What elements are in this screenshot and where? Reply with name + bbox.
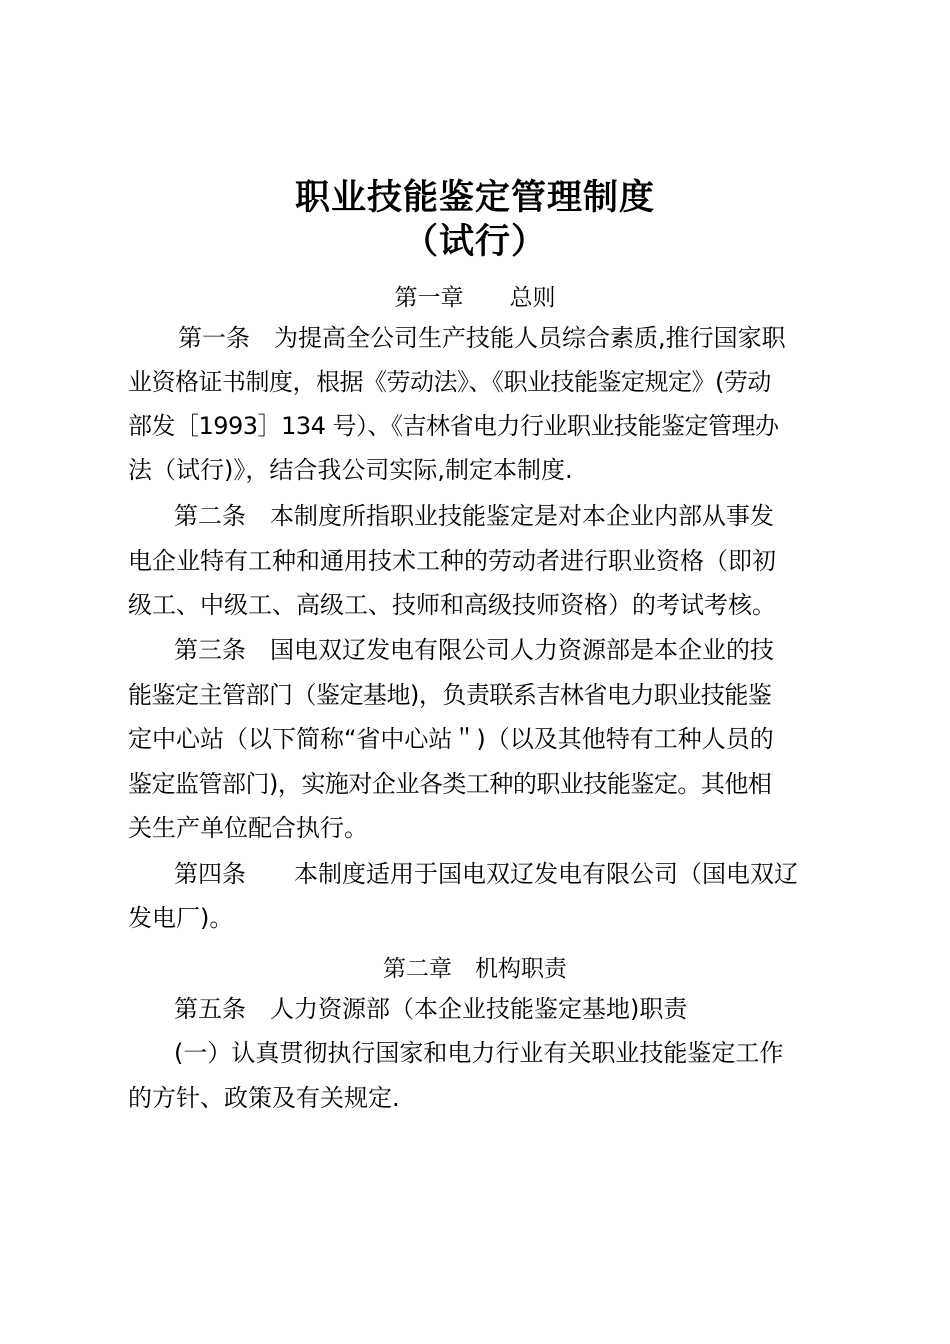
document-title: 职业技能鉴定管理制度 (294, 177, 655, 218)
article-1-line: 法（试行)》，结合我公司实际,制定本制度. (128, 456, 573, 484)
article-3-line: 能鉴定主管部门（鉴定基地)，负责联系吉林省电力职业技能鉴 (128, 681, 772, 709)
article-2-line: 级工、中级工、高级工、技师和高级技师资格）的考试考核。 (128, 591, 776, 619)
chapter-heading-1: 第一章 总则 (394, 285, 556, 311)
article-3-line: 鉴定监管部门)，实施对企业各类工种的职业技能鉴定。其他相 (128, 770, 772, 798)
article-3-line: 关生产单位配合执行。 (128, 814, 368, 842)
chapter-heading-2: 第二章 机构职责 (383, 956, 567, 982)
article-4-line: 发电厂)。 (128, 904, 234, 932)
item-1-line: (一）认真贯彻执行国家和电力行业有关职业技能鉴定工作 (174, 1039, 784, 1067)
item-1-line: 的方针、政策及有关规定. (128, 1084, 400, 1112)
article-1-line: 业资格证书制度，根据《劳动法》、《职业技能鉴定规定》(劳动 (128, 368, 771, 396)
article-5-heading: 第五条 人力资源部（本企业技能鉴定基地)职责 (174, 995, 688, 1023)
article-4-line: 第四条 本制度适用于国电双辽发电有限公司（国电双辽 (174, 860, 798, 888)
article-2-line: 第二条 本制度所指职业技能鉴定是对本企业内部从事发 (174, 502, 774, 530)
article-3-line: 第三条 国电双辽发电有限公司人力资源部是本企业的技 (174, 636, 774, 664)
article-3-line: 定中心站（以下简称“省中心站＂)（以及其他特有工种人员的 (128, 725, 774, 753)
document-subtitle: （试行） (402, 221, 547, 262)
article-1-line: 部发［1993］134 号）、《吉林省电力行业职业技能鉴定管理办 (128, 412, 779, 440)
article-2-line: 电企业特有工种和通用技术工种的劳动者进行职业资格（即初 (128, 547, 776, 575)
article-1-line: 第一条 为提高全公司生产技能人员综合素质,推行国家职 (178, 324, 786, 352)
